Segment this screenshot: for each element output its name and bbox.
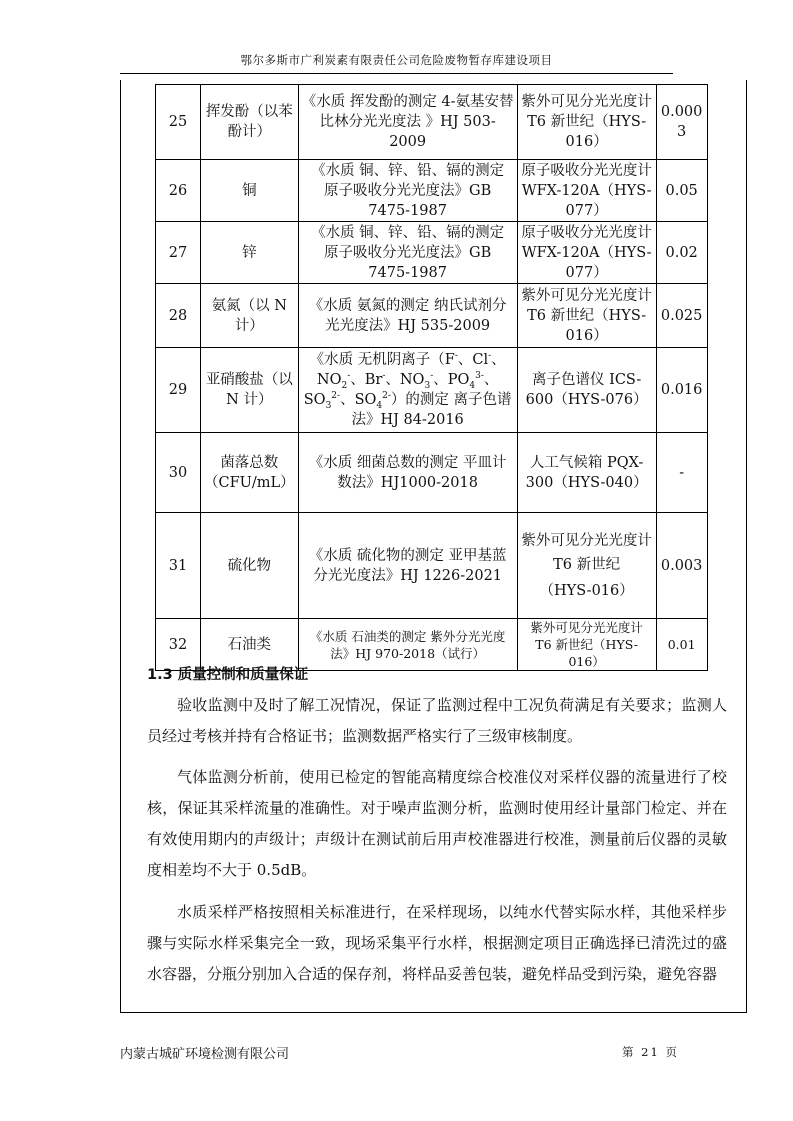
header-rule bbox=[120, 73, 673, 74]
footer-company: 内蒙古城矿环境检测有限公司 bbox=[120, 1047, 290, 1062]
table-row bbox=[156, 513, 708, 619]
method-text: 、NO bbox=[385, 372, 425, 388]
table-row bbox=[156, 222, 708, 284]
method-standard: 《水质 细菌总数的测定 平皿计数法》HJ1000-2018 bbox=[298, 433, 517, 513]
method-table bbox=[155, 84, 708, 671]
table-row bbox=[156, 433, 708, 513]
method-text: 、SO bbox=[340, 392, 377, 408]
test-item: 菌落总数（CFU/mL） bbox=[201, 433, 299, 513]
detection-limit: 0.025 bbox=[656, 284, 707, 348]
instrument: 离子色谱仪 ICS-600（HYS-076） bbox=[517, 348, 656, 433]
method-text: 、PO bbox=[433, 372, 470, 388]
table-row bbox=[156, 284, 708, 348]
page-header: 鄂尔多斯市广利炭素有限责任公司危险废物暂存库建设项目 bbox=[240, 53, 553, 67]
detection-limit: 0.05 bbox=[656, 160, 707, 222]
detection-limit: 0.0003 bbox=[656, 85, 707, 160]
method-text: 、Br bbox=[350, 372, 383, 388]
paragraph: 水质采样严格按照相关标准进行，在采样现场，以纯水代替实际水样，其他采样步骤与实际水样采集完全一致，现场采集平行水样，根据测定项目正确选择已清洗过的盛水容器，分瓶分别加入合适的保存剂，将样品妥善包装，避免样品受到污染，避免容器 bbox=[147, 903, 727, 983]
instrument bbox=[517, 513, 656, 619]
test-item: 石油类 bbox=[201, 619, 299, 671]
method-standard: 《水质 无机阴离子（F-、Cl-、$NO_2^-$、Br-、$NO_3^-$、$PO_4^{3-}$、$SO_3^{2-}$、$SO_4^{2-}$）的测定 离子色谱法》HJ 84-2016 bbox=[298, 348, 517, 433]
instrument-model: T6 新世纪 bbox=[553, 556, 621, 573]
method-text: 、Cl bbox=[457, 352, 489, 368]
detection-limit: 0.02 bbox=[656, 222, 707, 284]
row-number: 31 bbox=[156, 513, 201, 619]
instrument: 原子吸收分光光度计 WFX-120A（HYS-077） bbox=[517, 160, 656, 222]
detection-limit: 0.016 bbox=[656, 348, 707, 433]
row-number: 25 bbox=[156, 85, 201, 160]
test-item: 铜 bbox=[201, 160, 299, 222]
test-item: 亚硝酸盐（以 N 计） bbox=[201, 348, 299, 433]
method-standard: 《水质 铜、锌、铅、镉的测定 原子吸收分光光度法》GB 7475-1987 bbox=[298, 222, 517, 284]
method-standard: 《水质 硫化物的测定 亚甲基蓝分光光度法》HJ 1226-2021 bbox=[298, 513, 517, 619]
paragraph: 验收监测中及时了解工况情况，保证了监测过程中工况负荷满足有关要求；监测人员经过考核并持有合格证书；监测数据严格实行了三级审核制度。 bbox=[147, 696, 727, 745]
method-standard: 《水质 挥发酚的测定 4-氨基安替比林分光光度法 》HJ 503-2009 bbox=[298, 85, 517, 160]
row-number: 30 bbox=[156, 433, 201, 513]
instrument: 紫外可见分光光度计 T6 新世纪（HYS-016） bbox=[517, 619, 656, 671]
detection-limit: 0.003 bbox=[656, 513, 707, 619]
instrument: 紫外可见分光光度计 T6 新世纪（HYS-016） bbox=[517, 284, 656, 348]
test-item: 硫化物 bbox=[201, 513, 299, 619]
row-number: 26 bbox=[156, 160, 201, 222]
instrument-id: （HYS-016） bbox=[539, 582, 634, 599]
table-row bbox=[156, 85, 708, 160]
method-standard: 《水质 铜、锌、铅、镉的测定 原子吸收分光光度法》GB 7475-1987 bbox=[298, 160, 517, 222]
instrument: 人工气候箱 PQX-300（HYS-040） bbox=[517, 433, 656, 513]
method-text: 、SO bbox=[303, 372, 499, 408]
table-row bbox=[156, 160, 708, 222]
test-item: 挥发酚（以苯酚计） bbox=[201, 85, 299, 160]
paragraph: 气体监测分析前，使用已检定的智能高精度综合校准仪对采样仪器的流量进行了校核，保证其采样流量的准确性。对于噪声监测分析，监测时使用经计量部门检定、并在有效使用期内的声级计；声级计在测试前后用声校准器进行校准，测量前后仪器的灵敏度相差均不大于 0.5dB。 bbox=[147, 768, 727, 879]
instrument: 紫外可见分光光度计 T6 新世纪（HYS-016） bbox=[517, 85, 656, 160]
method-text: 《水质 无机阴离子（F bbox=[309, 352, 455, 368]
row-number: 27 bbox=[156, 222, 201, 284]
row-number: 32 bbox=[156, 619, 201, 671]
method-standard: 《水质 石油类的测定 紫外分光光度法》HJ 970-2018（试行） bbox=[298, 619, 517, 671]
row-number: 29 bbox=[156, 348, 201, 433]
instrument: 原子吸收分光光度计 WFX-120A（HYS-077） bbox=[517, 222, 656, 284]
detection-limit: - bbox=[656, 433, 707, 513]
detection-limit: 0.01 bbox=[656, 619, 707, 671]
method-standard: 《水质 氨氮的测定 纳氏试剂分光光度法》HJ 535-2009 bbox=[298, 284, 517, 348]
instrument-name: 紫外可见分光光度计 bbox=[521, 532, 652, 549]
table-row bbox=[156, 348, 708, 433]
test-item: 氨氮（以 N 计） bbox=[201, 284, 299, 348]
row-number: 28 bbox=[156, 284, 201, 348]
method-text: ）的测定 离子色谱法》HJ 84-2016 bbox=[351, 392, 512, 428]
section-heading: 1.3 质量控制和质量保证 bbox=[147, 667, 309, 683]
page-number: 第 21 页 bbox=[622, 1045, 679, 1059]
test-item: 锌 bbox=[201, 222, 299, 284]
method-text: 、NO bbox=[316, 352, 506, 388]
